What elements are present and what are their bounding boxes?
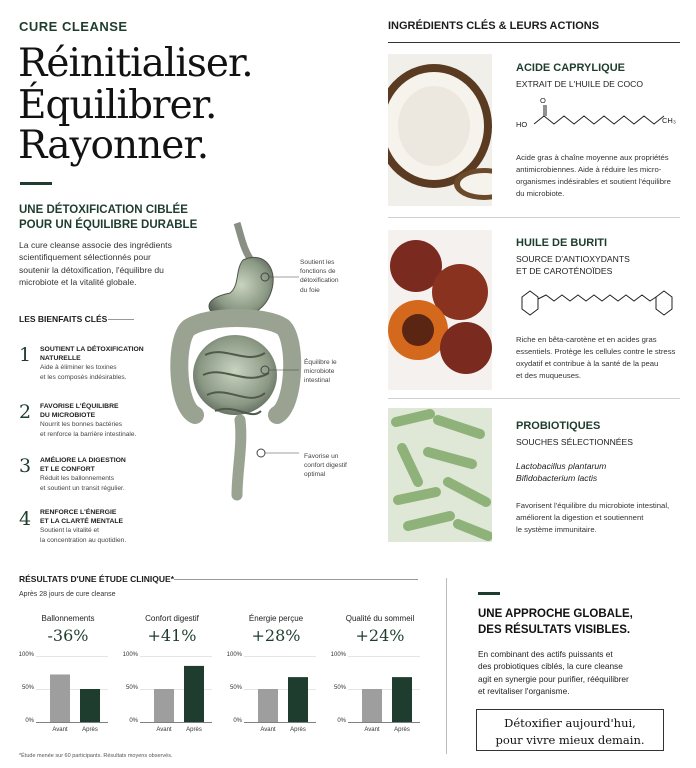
- benefit-item: [40, 508, 165, 545]
- ingredient-divider: [388, 217, 680, 218]
- ingredient-text-line: et des muqueuses.: [516, 370, 581, 380]
- ingredient-description: [516, 500, 688, 536]
- benefit-item: [40, 402, 165, 439]
- ingredient-description: [516, 152, 686, 200]
- digestive-system-illustration: [165, 215, 305, 515]
- anatomy-label-microbiota: [304, 358, 366, 386]
- benefit-number: 1: [19, 344, 32, 366]
- benefit-text-line: et les composés indésirables.: [40, 373, 127, 381]
- chart-y-tick: 50%: [21, 685, 34, 691]
- chart-x-tick: Avant: [364, 727, 380, 733]
- bar-after: [288, 677, 308, 722]
- approach-rule: [478, 592, 500, 595]
- study-rule: [174, 579, 418, 580]
- intro-text-line: scientifiquement sélectionnés pour: [19, 252, 151, 263]
- intro-text-line: La cure cleanse associe des ingrédients: [19, 240, 172, 250]
- chart-x-tick: Après: [394, 727, 410, 733]
- chart-x-tick: Avant: [52, 727, 68, 733]
- bar-after: [80, 689, 100, 722]
- chart-x-tick: Après: [290, 727, 306, 733]
- benefit-title-line: ET LA CLARTÉ MENTALE: [40, 518, 124, 526]
- ingredient-text-line: du microbiote.: [516, 188, 565, 198]
- anatomy-label-line: microbiote: [304, 368, 335, 376]
- bar-after: [392, 677, 412, 722]
- ingredients-title: INGRÉDIENTS CLÉS & LEURS ACTIONS: [388, 20, 600, 32]
- benefit-title-line: SOUTIENT LA DÉTOXIFICATION: [40, 346, 144, 353]
- chart-y-tick: 0%: [337, 718, 346, 724]
- benefit-title-line: AMÉLIORE LA DIGESTION: [40, 457, 126, 464]
- ingredient-subtitle-line: ET DE CAROTÉNOÏDES: [516, 266, 613, 277]
- coconut-image: [388, 54, 492, 206]
- carotene-formula: [516, 285, 682, 321]
- benefits-rule: [108, 319, 134, 320]
- ingredient-name: ACIDE CAPRYLIQUE: [516, 62, 625, 74]
- benefit-text: [40, 420, 165, 438]
- ingredient-subtitle: EXTRAIT DE L'HUILE DE COCO: [516, 79, 644, 89]
- eyebrow-label: CURE CLEANSE: [19, 19, 128, 34]
- intro-text-line: microbiote et la vitalité globale.: [19, 277, 137, 288]
- ingredient-text-line: Riche en bêta-carotène et en acides gras: [516, 335, 657, 344]
- chart-y-tick: 100%: [18, 652, 34, 658]
- chart-x-tick: Après: [186, 727, 202, 733]
- headline-line-3: Rayonner.: [18, 123, 209, 168]
- chart-delta: +28%: [251, 626, 301, 645]
- benefit-number: 4: [19, 508, 32, 530]
- anatomy-label-line: Équilibre le: [304, 359, 337, 366]
- approach-text-line: et revitaliser l'organisme.: [478, 686, 570, 697]
- chart-title: Confort digestif: [145, 614, 199, 623]
- formula-left-label: HO: [516, 120, 528, 129]
- benefit-title-line: RENFORCE L'ÉNERGIE: [40, 509, 117, 516]
- anatomy-label-line: Soutient les: [300, 259, 335, 266]
- anatomy-label-line: fonctions de: [300, 268, 336, 276]
- benefit-text: [40, 474, 165, 492]
- formula-top-label: O: [540, 96, 546, 105]
- probiotic-strains: [516, 460, 606, 485]
- ingredient-text-line: antimicrobiennes. Aide à réduire les micro-: [516, 164, 662, 174]
- bar-before: [362, 689, 382, 722]
- approach-text: [478, 648, 629, 698]
- benefit-title: [40, 456, 165, 474]
- strain-name: Lactobacillus plantarum: [516, 461, 607, 471]
- bar-chart: [36, 656, 108, 723]
- benefit-title: [40, 345, 165, 363]
- ingredient-text-line: Favorisent l'équilibre du microbiote intestinal,: [516, 501, 670, 510]
- approach-text-line: des probiotiques ciblés, la cure cleanse: [478, 661, 623, 672]
- approach-title: [478, 607, 633, 638]
- vertical-divider: [446, 578, 447, 754]
- benefit-text-line: Aide à éliminer les toxines: [40, 364, 117, 372]
- benefits-title: LES BIENFAITS CLÉS: [19, 314, 108, 324]
- approach-text-line: En combinant des actifs puissants et: [478, 649, 613, 659]
- ingredient-divider: [388, 398, 680, 399]
- anatomy-label-line: du foie: [300, 286, 320, 294]
- benefit-text-line: Nourrit les bonnes bactéries: [40, 421, 123, 429]
- benefit-text-line: la concentration au quotidien.: [40, 536, 127, 544]
- benefit-text-line: Soutient la vitalité et: [40, 527, 100, 535]
- ingredient-text-line: organismes indésirables et soutient l'équilibre: [516, 176, 671, 186]
- chart-title: Qualité du sommeil: [345, 614, 415, 623]
- chart-title: Ballonnements: [41, 614, 95, 623]
- ingredient-text-line: Acide gras à chaîne moyenne aux propriétés: [516, 153, 669, 162]
- ingredient-subtitle: [516, 253, 630, 278]
- chart-delta: -36%: [47, 626, 89, 645]
- benefit-item: [40, 345, 165, 382]
- strain-name: Bifidobacterium lactis: [516, 473, 598, 484]
- chart-y-tick: 0%: [129, 718, 138, 724]
- chart-y-tick: 100%: [226, 652, 242, 658]
- ingredient-description: [516, 334, 686, 382]
- approach-title-line: DES RÉSULTATS VISIBLES.: [478, 623, 631, 636]
- anatomy-label-liver: [300, 258, 362, 295]
- chart-y-tick: 0%: [233, 718, 242, 724]
- benefit-text: [40, 526, 165, 544]
- chart-title: Énergie perçue: [248, 614, 304, 623]
- anatomy-label-line: optimal: [304, 471, 326, 479]
- benefit-text-line: Réduit les ballonnements: [40, 475, 115, 483]
- headline-line-1: Réinitialiser.: [18, 41, 253, 86]
- chart-x-tick: Après: [82, 727, 98, 733]
- bar-chart: [140, 656, 212, 723]
- ingredients-rule: [388, 42, 680, 43]
- chart-y-tick: 50%: [125, 685, 138, 691]
- benefit-title: [40, 508, 165, 526]
- benefit-text-line: et soutient un transit régulier.: [40, 484, 125, 492]
- ingredient-name: PROBIOTIQUES: [516, 420, 601, 432]
- bar-before: [50, 674, 70, 722]
- slogan-line: pour vivre mieux demain.: [495, 732, 645, 747]
- benefit-item: [40, 456, 165, 493]
- intro-text-line: soutenir la détoxification, l'équilibre du: [19, 264, 164, 275]
- benefit-title: [40, 402, 165, 420]
- chart-delta: +24%: [355, 626, 405, 645]
- study-footnote: *Étude menée sur 60 participants. Résultats moyens observés.: [19, 753, 173, 759]
- slogan-box: [476, 709, 664, 751]
- chart-y-tick: 0%: [25, 718, 34, 724]
- bar-chart: [348, 656, 420, 723]
- chart-y-tick: 100%: [330, 652, 346, 658]
- bar-before: [258, 689, 278, 722]
- chart-delta: +41%: [147, 626, 197, 645]
- anatomy-label-line: confort digestif: [304, 462, 347, 470]
- benefit-number: 3: [19, 455, 32, 477]
- anatomy-label-line: détoxification: [300, 277, 339, 285]
- ingredient-name: HUILE DE BURITI: [516, 237, 608, 249]
- slogan-line: Détoxifier aujourd'hui,: [504, 716, 636, 730]
- chart-y-tick: 50%: [333, 685, 346, 691]
- ingredient-text-line: améliorent la digestion et soutiennent: [516, 512, 644, 522]
- divider: [20, 182, 52, 185]
- headline-line-2: Équilibrer.: [18, 83, 217, 128]
- benefit-text: [40, 363, 165, 381]
- ingredient-text-line: le système immunitaire.: [516, 524, 597, 534]
- benefit-number: 2: [19, 401, 32, 423]
- ingredient-text-line: essentiels. Protège les cellules contre le stress: [516, 346, 676, 356]
- chart-x-tick: Avant: [156, 727, 172, 733]
- benefit-title-line: DU MICROBIOTE: [40, 412, 96, 420]
- bar-chart: [244, 656, 316, 723]
- intro-title-line: UNE DÉTOXIFICATION CIBLÉE: [19, 204, 188, 216]
- anatomy-label-line: intestinal: [304, 377, 331, 385]
- study-title: RÉSULTATS D'UNE ÉTUDE CLINIQUE*: [19, 574, 175, 584]
- bar-before: [154, 689, 174, 722]
- bacteria-image: [388, 408, 492, 542]
- bar-after: [184, 666, 204, 722]
- intro-title-line: POUR UN ÉQUILIBRE DURABLE: [19, 219, 198, 232]
- benefit-title-line: ET LE CONFORT: [40, 466, 95, 474]
- buriti-fruit-image: [388, 230, 492, 390]
- chart-y-tick: 100%: [122, 652, 138, 658]
- anatomy-label-line: Favorise un: [304, 453, 339, 460]
- ingredient-subtitle: SOUCHES SÉLECTIONNÉES: [516, 437, 633, 447]
- approach-text-line: agit en synergie pour purifier, rééquilibrer: [478, 673, 629, 684]
- benefit-title-line: FAVORISE L'ÉQUILIBRE: [40, 403, 119, 410]
- chart-x-tick: Avant: [260, 727, 276, 733]
- benefit-title-line: NATURELLE: [40, 355, 81, 363]
- study-subtitle: Après 28 jours de cure cleanse: [19, 591, 116, 598]
- anatomy-label-comfort: [304, 452, 370, 480]
- ingredient-subtitle-line: SOURCE D'ANTIOXYDANTS: [516, 254, 630, 264]
- ingredient-text-line: oxydatif et contribue à la santé de la peau: [516, 358, 659, 368]
- benefit-text-line: et renforce la barrière intestinale.: [40, 430, 137, 438]
- formula-right-label: CH₃: [662, 116, 676, 125]
- approach-title-line: UNE APPROCHE GLOBALE,: [478, 608, 633, 620]
- chart-y-tick: 50%: [229, 685, 242, 691]
